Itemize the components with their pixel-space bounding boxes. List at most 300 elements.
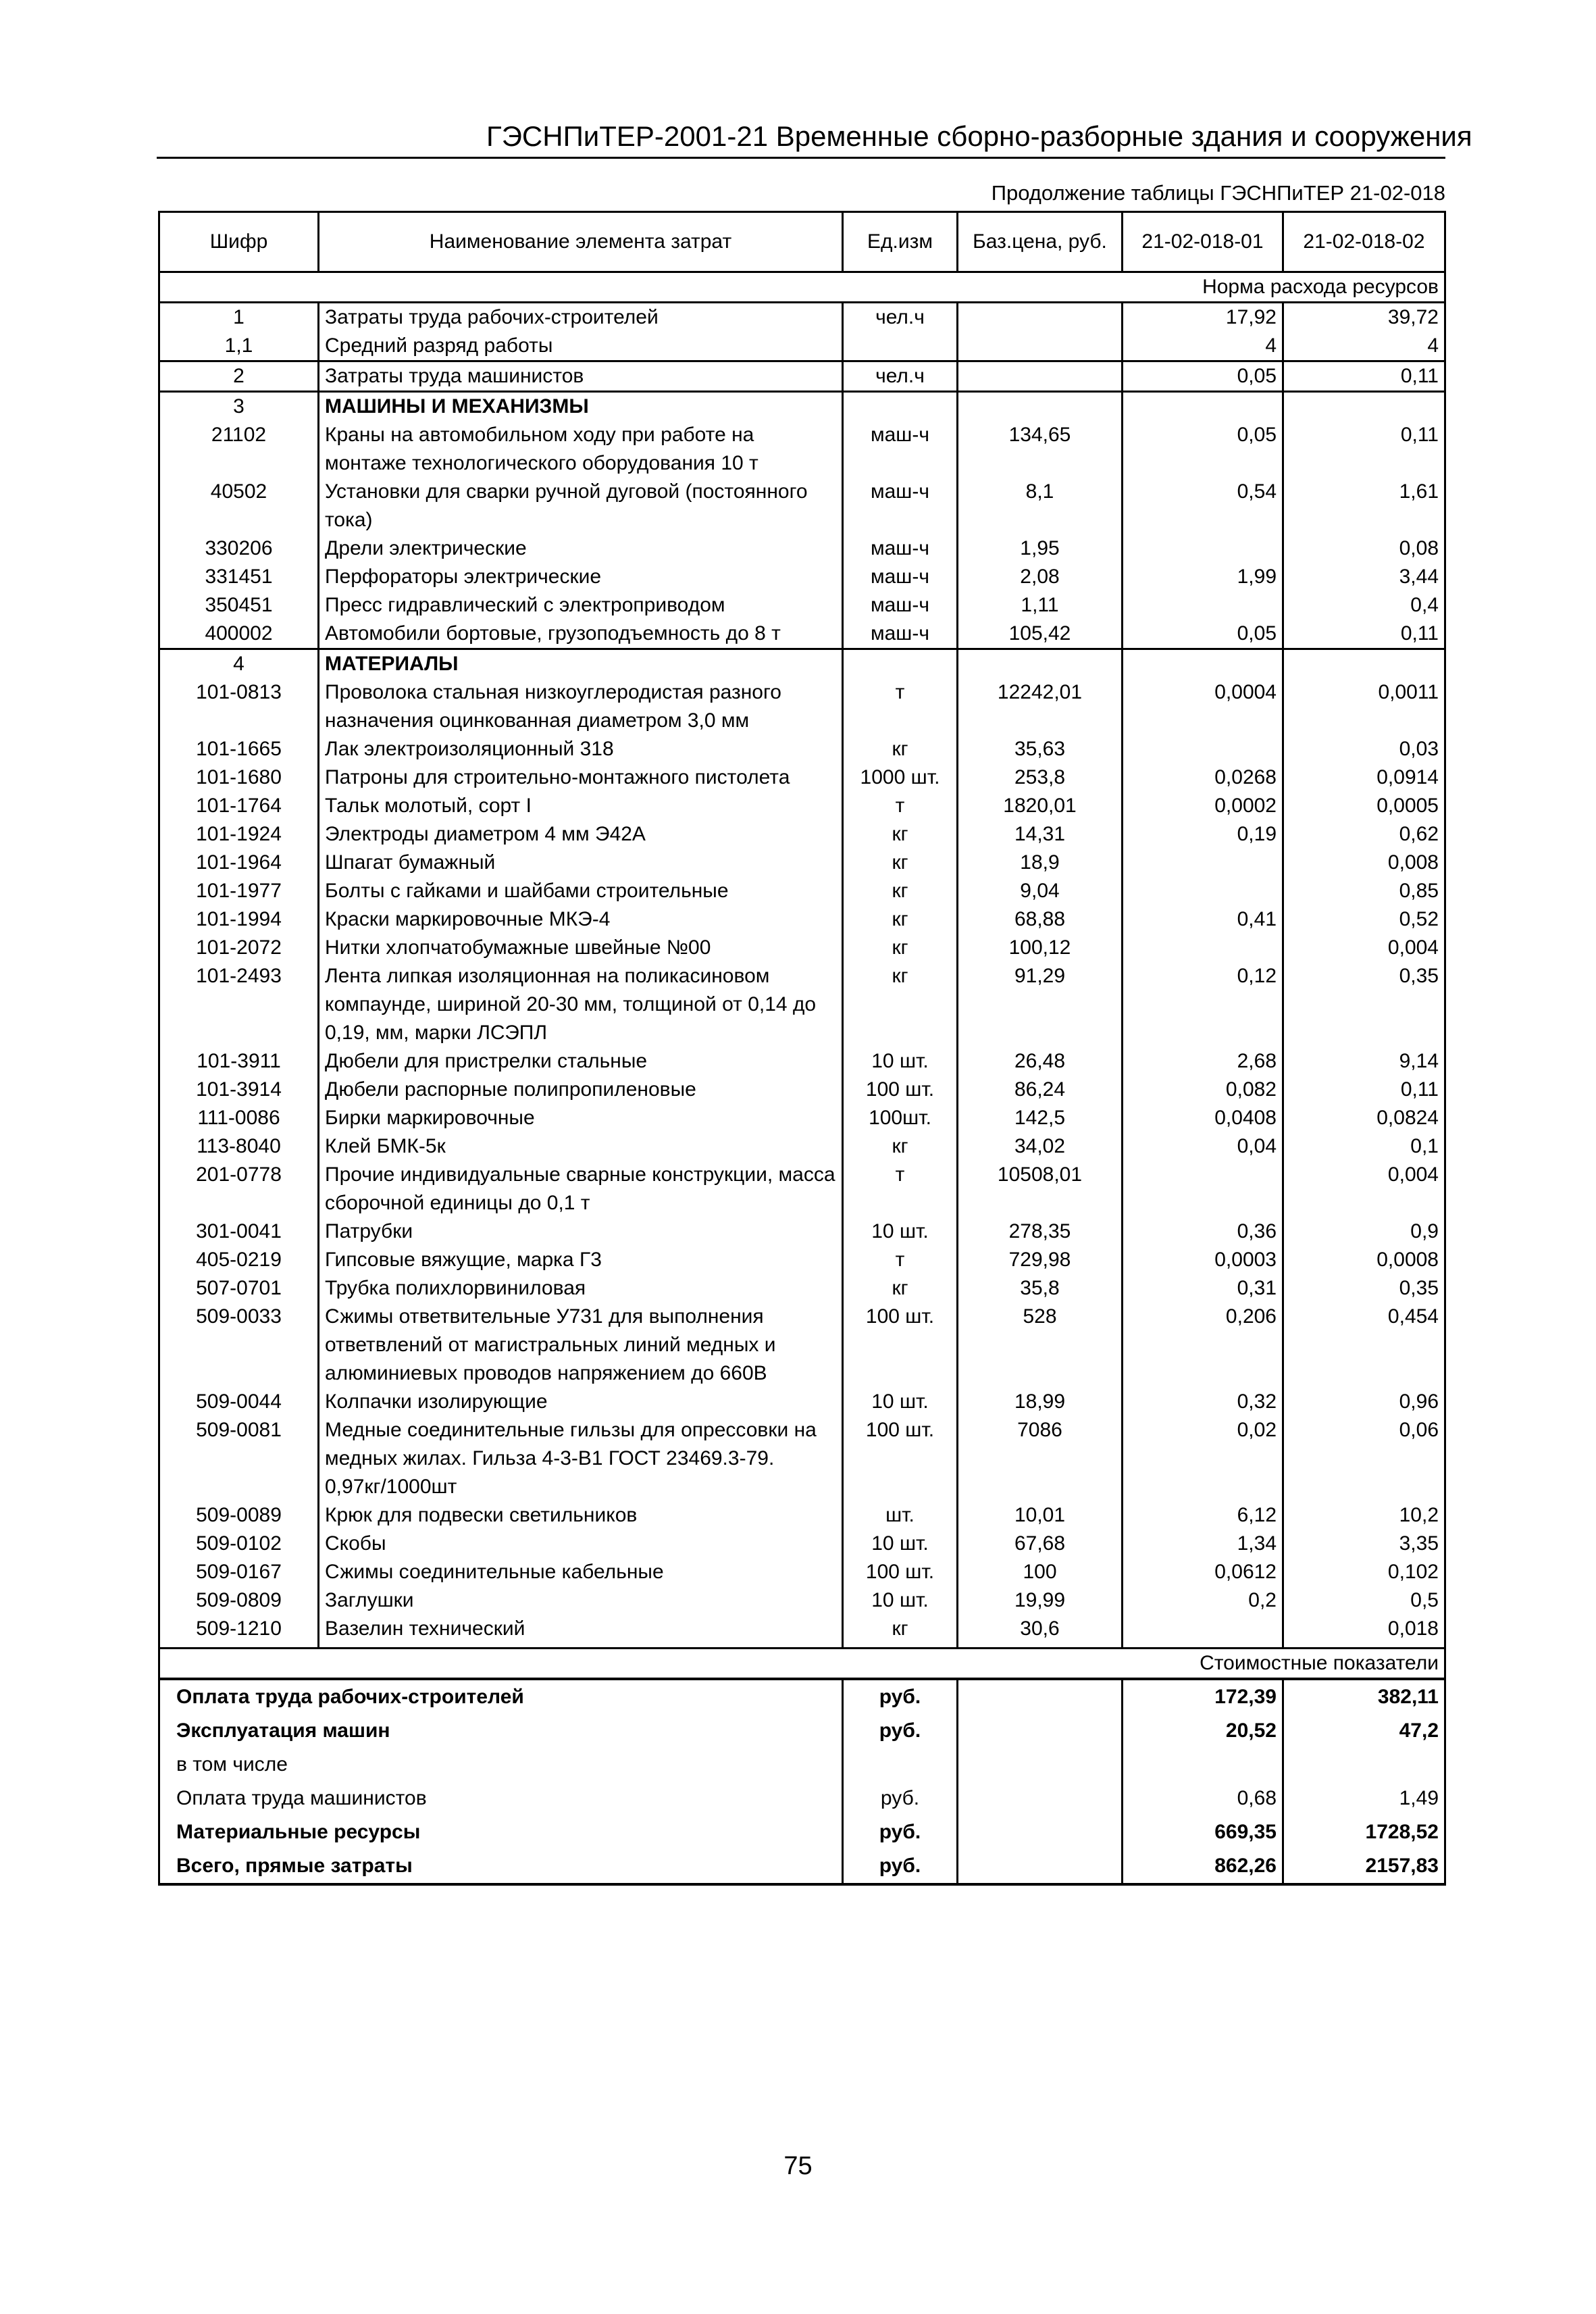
empty-cell xyxy=(1123,649,1283,679)
table-body xyxy=(159,272,1445,1885)
row-name: Патрубки xyxy=(319,1217,843,1246)
row-norm-02: 3,44 xyxy=(1283,563,1445,591)
summary-unit: руб. xyxy=(843,1849,958,1884)
summary-label: Материальные ресурсы xyxy=(159,1815,843,1849)
row-code: 101-3914 xyxy=(159,1076,319,1104)
empty-cell xyxy=(843,649,958,679)
row-name: Тальк молотый, сорт I xyxy=(319,792,843,820)
spacer-cell xyxy=(1123,1643,1283,1649)
table-header-row xyxy=(159,212,1445,272)
table-row xyxy=(159,478,1445,534)
row-norm-02: 0,5 xyxy=(1283,1586,1445,1615)
table-row xyxy=(159,763,1445,792)
row-unit: маш-ч xyxy=(843,620,958,649)
row-base-price: 100 xyxy=(958,1558,1123,1586)
row-norm-02: 1,61 xyxy=(1283,478,1445,534)
row-base-price: 19,99 xyxy=(958,1586,1123,1615)
spacer-cell xyxy=(159,1643,319,1649)
row-name: Патроны для строительно-монтажного пистолета xyxy=(319,763,843,792)
row-code: 331451 xyxy=(159,563,319,591)
row-code: 1 xyxy=(159,303,319,332)
spacer-cell xyxy=(1283,1643,1445,1649)
row-code: 111-0086 xyxy=(159,1104,319,1132)
summary-row xyxy=(159,1815,1445,1849)
table-row xyxy=(159,1530,1445,1558)
row-code: 101-1924 xyxy=(159,820,319,849)
row-unit: кг xyxy=(843,905,958,934)
table-row xyxy=(159,849,1445,877)
row-norm-01: 1,34 xyxy=(1123,1530,1283,1558)
row-name: Пресс гидравлический с электроприводом xyxy=(319,591,843,620)
row-norm-01 xyxy=(1123,877,1283,905)
row-code: 330206 xyxy=(159,534,319,563)
row-norm-02: 39,72 xyxy=(1283,303,1445,332)
row-base-price: 253,8 xyxy=(958,763,1123,792)
table-row xyxy=(159,1076,1445,1104)
row-norm-02: 0,96 xyxy=(1283,1388,1445,1416)
summary-empty xyxy=(958,1815,1123,1849)
row-norm-02: 0,004 xyxy=(1283,1161,1445,1217)
row-code: 509-1210 xyxy=(159,1615,319,1643)
row-base-price: 30,6 xyxy=(958,1615,1123,1643)
row-norm-01: 0,41 xyxy=(1123,905,1283,934)
row-norm-02: 0,35 xyxy=(1283,962,1445,1047)
summary-label: Эксплуатация машин xyxy=(159,1714,843,1748)
row-unit: 100 шт. xyxy=(843,1558,958,1586)
table-row xyxy=(159,905,1445,934)
row-norm-02: 0,018 xyxy=(1283,1615,1445,1643)
column-header-name: Наименование элемента затрат xyxy=(319,212,843,272)
summary-unit xyxy=(843,1748,958,1782)
row-unit: кг xyxy=(843,962,958,1047)
row-unit xyxy=(843,332,958,361)
row-norm-01: 2,68 xyxy=(1123,1047,1283,1076)
row-code: 509-0044 xyxy=(159,1388,319,1416)
row-unit: т xyxy=(843,678,958,735)
row-code: 1,1 xyxy=(159,332,319,361)
row-unit: маш-ч xyxy=(843,478,958,534)
section-heading-row xyxy=(159,649,1445,679)
table-row xyxy=(159,563,1445,591)
row-norm-02: 0,52 xyxy=(1283,905,1445,934)
section-number: 4 xyxy=(159,649,319,679)
column-header-price: Баз.цена, руб. xyxy=(958,212,1123,272)
spacer-cell xyxy=(958,1643,1123,1649)
document-header-title: ГЭСНПиТЕР-2001-21 Временные сборно-разборные здания и сооружения xyxy=(486,120,1472,152)
row-name: Заглушки xyxy=(319,1586,843,1615)
spacer-cell xyxy=(843,1643,958,1649)
empty-cell xyxy=(958,649,1123,679)
empty-cell xyxy=(1283,392,1445,422)
row-unit: 10 шт. xyxy=(843,1586,958,1615)
row-unit: чел.ч xyxy=(843,303,958,332)
row-norm-01: 0,04 xyxy=(1123,1132,1283,1161)
summary-row xyxy=(159,1714,1445,1748)
cost-banner xyxy=(159,1649,1445,1680)
spacer-cell xyxy=(319,1643,843,1649)
row-norm-01: 0,05 xyxy=(1123,620,1283,649)
summary-empty xyxy=(958,1849,1123,1884)
table-caption: Продолжение таблицы ГЭСНПиТЕР 21-02-018 xyxy=(991,181,1445,205)
row-name: Затраты труда машинистов xyxy=(319,361,843,392)
row-norm-01 xyxy=(1123,934,1283,962)
row-name: Перфораторы электрические xyxy=(319,563,843,591)
empty-cell xyxy=(843,392,958,422)
row-base-price: 9,04 xyxy=(958,877,1123,905)
summary-empty xyxy=(958,1714,1123,1748)
summary-row xyxy=(159,1679,1445,1714)
row-code: 40502 xyxy=(159,478,319,534)
row-name: Медные соединительные гильзы для опрессовки на медных жилах. Гильза 4-3-В1 ГОСТ 23469.3-79. 0,97кг/1000шт xyxy=(319,1416,843,1501)
row-code: 101-2072 xyxy=(159,934,319,962)
row-name: Болты с гайками и шайбами строительные xyxy=(319,877,843,905)
row-code: 101-1665 xyxy=(159,735,319,763)
row-code: 509-0102 xyxy=(159,1530,319,1558)
summary-row xyxy=(159,1849,1445,1884)
row-norm-01: 0,36 xyxy=(1123,1217,1283,1246)
row-unit: кг xyxy=(843,1132,958,1161)
row-unit: кг xyxy=(843,735,958,763)
table-row xyxy=(159,1586,1445,1615)
section-heading-row xyxy=(159,392,1445,422)
row-base-price: 1820,01 xyxy=(958,792,1123,820)
row-name: Дрели электрические xyxy=(319,534,843,563)
row-unit: 10 шт. xyxy=(843,1217,958,1246)
table-row xyxy=(159,1246,1445,1274)
row-norm-01: 0,0003 xyxy=(1123,1246,1283,1274)
row-base-price: 10508,01 xyxy=(958,1161,1123,1217)
summary-value-02: 47,2 xyxy=(1283,1714,1445,1748)
row-base-price: 91,29 xyxy=(958,962,1123,1047)
row-code: 101-1994 xyxy=(159,905,319,934)
row-norm-01: 4 xyxy=(1123,332,1283,361)
table-row xyxy=(159,1274,1445,1303)
row-norm-02: 0,11 xyxy=(1283,361,1445,392)
row-unit: кг xyxy=(843,1274,958,1303)
row-norm-02: 0,08 xyxy=(1283,534,1445,563)
column-header-norm-01: 21-02-018-01 xyxy=(1123,212,1283,272)
row-norm-02: 0,0005 xyxy=(1283,792,1445,820)
row-unit: маш-ч xyxy=(843,563,958,591)
row-norm-01 xyxy=(1123,735,1283,763)
column-header-code: Шифр xyxy=(159,212,319,272)
row-base-price: 35,63 xyxy=(958,735,1123,763)
row-base-price: 26,48 xyxy=(958,1047,1123,1076)
empty-cell xyxy=(958,392,1123,422)
section-number: 3 xyxy=(159,392,319,422)
table-row xyxy=(159,678,1445,735)
row-code: 507-0701 xyxy=(159,1274,319,1303)
summary-value-02: 1728,52 xyxy=(1283,1815,1445,1849)
row-norm-02: 0,0824 xyxy=(1283,1104,1445,1132)
row-unit: 100 шт. xyxy=(843,1303,958,1388)
table-row xyxy=(159,877,1445,905)
row-norm-02: 0,102 xyxy=(1283,1558,1445,1586)
summary-value-02: 1,49 xyxy=(1283,1782,1445,1815)
row-name: Колпачки изолирующие xyxy=(319,1388,843,1416)
row-base-price: 86,24 xyxy=(958,1076,1123,1104)
row-norm-02: 0,004 xyxy=(1283,934,1445,962)
row-norm-02: 10,2 xyxy=(1283,1501,1445,1530)
row-unit: кг xyxy=(843,877,958,905)
row-base-price: 142,5 xyxy=(958,1104,1123,1132)
row-base-price: 278,35 xyxy=(958,1217,1123,1246)
row-code: 509-0167 xyxy=(159,1558,319,1586)
summary-value-01: 172,39 xyxy=(1123,1679,1283,1714)
table-row xyxy=(159,1303,1445,1388)
row-norm-01: 0,54 xyxy=(1123,478,1283,534)
norm-banner xyxy=(159,272,1445,303)
row-base-price: 729,98 xyxy=(958,1246,1123,1274)
row-norm-01: 0,0408 xyxy=(1123,1104,1283,1132)
summary-empty xyxy=(958,1782,1123,1815)
column-header-norm-02: 21-02-018-02 xyxy=(1283,212,1445,272)
row-base-price: 68,88 xyxy=(958,905,1123,934)
row-norm-02: 0,62 xyxy=(1283,820,1445,849)
row-base-price: 8,1 xyxy=(958,478,1123,534)
row-code: 101-3911 xyxy=(159,1047,319,1076)
row-unit: 100 шт. xyxy=(843,1416,958,1501)
row-base-price: 2,08 xyxy=(958,563,1123,591)
row-name: Скобы xyxy=(319,1530,843,1558)
row-norm-02: 0,0011 xyxy=(1283,678,1445,735)
row-base-price: 18,9 xyxy=(958,849,1123,877)
row-unit: т xyxy=(843,1161,958,1217)
table-row xyxy=(159,1132,1445,1161)
row-norm-01: 0,206 xyxy=(1123,1303,1283,1388)
row-norm-01 xyxy=(1123,1615,1283,1643)
row-norm-02: 0,11 xyxy=(1283,620,1445,649)
row-norm-01: 0,0268 xyxy=(1123,763,1283,792)
row-base-price: 14,31 xyxy=(958,820,1123,849)
row-name: Дюбели для пристрелки стальные xyxy=(319,1047,843,1076)
row-name: Клей БМК-5к xyxy=(319,1132,843,1161)
table-row xyxy=(159,1388,1445,1416)
row-code: 101-2493 xyxy=(159,962,319,1047)
table-row xyxy=(159,1161,1445,1217)
row-base-price: 1,11 xyxy=(958,591,1123,620)
row-unit: кг xyxy=(843,1615,958,1643)
row-code: 101-1764 xyxy=(159,792,319,820)
row-unit: 100 шт. xyxy=(843,1076,958,1104)
row-base-price: 528 xyxy=(958,1303,1123,1388)
table-row xyxy=(159,620,1445,649)
row-base-price: 18,99 xyxy=(958,1388,1123,1416)
row-norm-02: 0,11 xyxy=(1283,421,1445,478)
row-norm-01: 0,2 xyxy=(1123,1586,1283,1615)
section-title: МАТЕРИАЛЫ xyxy=(319,649,843,679)
row-name: Вазелин технический xyxy=(319,1615,843,1643)
row-unit: маш-ч xyxy=(843,421,958,478)
summary-value-01: 0,68 xyxy=(1123,1782,1283,1815)
row-base-price: 67,68 xyxy=(958,1530,1123,1558)
row-unit: 10 шт. xyxy=(843,1047,958,1076)
summary-value-02 xyxy=(1283,1748,1445,1782)
summary-label: Оплата труда машинистов xyxy=(159,1782,843,1815)
row-norm-01: 0,12 xyxy=(1123,962,1283,1047)
row-name: Крюк для подвески светильников xyxy=(319,1501,843,1530)
summary-row xyxy=(159,1782,1445,1815)
header-rule xyxy=(157,157,1445,159)
row-norm-01: 0,0002 xyxy=(1123,792,1283,820)
summary-unit: руб. xyxy=(843,1714,958,1748)
row-base-price: 10,01 xyxy=(958,1501,1123,1530)
table-row xyxy=(159,1501,1445,1530)
table-row xyxy=(159,1558,1445,1586)
row-unit: 10 шт. xyxy=(843,1388,958,1416)
row-base-price: 134,65 xyxy=(958,421,1123,478)
row-norm-02: 0,454 xyxy=(1283,1303,1445,1388)
spacer-row xyxy=(159,1643,1445,1649)
row-norm-02: 0,03 xyxy=(1283,735,1445,763)
row-code: 101-1680 xyxy=(159,763,319,792)
row-base-price: 1,95 xyxy=(958,534,1123,563)
summary-value-01: 862,26 xyxy=(1123,1849,1283,1884)
row-base-price xyxy=(958,361,1123,392)
row-norm-01 xyxy=(1123,534,1283,563)
table-row xyxy=(159,792,1445,820)
row-code: 400002 xyxy=(159,620,319,649)
row-code: 509-0033 xyxy=(159,1303,319,1388)
table-row xyxy=(159,534,1445,563)
table-row xyxy=(159,1047,1445,1076)
cost-banner-text: Стоимостные показатели xyxy=(159,1649,1445,1680)
row-unit: 100шт. xyxy=(843,1104,958,1132)
row-base-price xyxy=(958,303,1123,332)
row-norm-01: 0,05 xyxy=(1123,361,1283,392)
row-norm-01 xyxy=(1123,591,1283,620)
table-row xyxy=(159,934,1445,962)
summary-empty xyxy=(958,1748,1123,1782)
row-norm-02: 0,35 xyxy=(1283,1274,1445,1303)
row-norm-02: 0,1 xyxy=(1283,1132,1445,1161)
row-name: Автомобили бортовые, грузоподъемность до 8 т xyxy=(319,620,843,649)
row-norm-02: 0,4 xyxy=(1283,591,1445,620)
table-row xyxy=(159,820,1445,849)
summary-label: в том числе xyxy=(159,1748,843,1782)
row-unit: чел.ч xyxy=(843,361,958,392)
row-base-price: 34,02 xyxy=(958,1132,1123,1161)
row-code: 509-0809 xyxy=(159,1586,319,1615)
row-norm-02: 9,14 xyxy=(1283,1047,1445,1076)
empty-cell xyxy=(1283,649,1445,679)
row-code: 509-0081 xyxy=(159,1416,319,1501)
table-row xyxy=(159,332,1445,361)
row-norm-01 xyxy=(1123,849,1283,877)
row-name: Краски маркировочные МКЭ-4 xyxy=(319,905,843,934)
row-code: 101-0813 xyxy=(159,678,319,735)
row-unit: кг xyxy=(843,849,958,877)
row-norm-01: 0,02 xyxy=(1123,1416,1283,1501)
row-base-price: 100,12 xyxy=(958,934,1123,962)
summary-value-01 xyxy=(1123,1748,1283,1782)
table-row xyxy=(159,962,1445,1047)
row-norm-02: 0,9 xyxy=(1283,1217,1445,1246)
row-norm-01: 0,0612 xyxy=(1123,1558,1283,1586)
row-name: Нитки хлопчатобумажные швейные №00 xyxy=(319,934,843,962)
row-norm-02: 0,85 xyxy=(1283,877,1445,905)
norm-banner-text: Норма расхода ресурсов xyxy=(159,272,1445,303)
row-unit: т xyxy=(843,792,958,820)
row-code: 201-0778 xyxy=(159,1161,319,1217)
row-name: Затраты труда рабочих-строителей xyxy=(319,303,843,332)
summary-row xyxy=(159,1748,1445,1782)
column-header-unit: Ед.изм xyxy=(843,212,958,272)
row-base-price: 35,8 xyxy=(958,1274,1123,1303)
row-base-price: 105,42 xyxy=(958,620,1123,649)
summary-value-01: 669,35 xyxy=(1123,1815,1283,1849)
summary-unit: руб. xyxy=(843,1782,958,1815)
row-unit: 10 шт. xyxy=(843,1530,958,1558)
row-base-price: 12242,01 xyxy=(958,678,1123,735)
row-norm-01: 0,05 xyxy=(1123,421,1283,478)
row-code: 113-8040 xyxy=(159,1132,319,1161)
row-unit: шт. xyxy=(843,1501,958,1530)
row-norm-02: 0,0914 xyxy=(1283,763,1445,792)
row-name: Бирки маркировочные xyxy=(319,1104,843,1132)
row-norm-02: 0,0008 xyxy=(1283,1246,1445,1274)
resource-table xyxy=(158,211,1446,1886)
empty-cell xyxy=(1123,392,1283,422)
row-code: 101-1964 xyxy=(159,849,319,877)
row-norm-01: 0,19 xyxy=(1123,820,1283,849)
row-code: 301-0041 xyxy=(159,1217,319,1246)
row-name: Дюбели распорные полипропиленовые xyxy=(319,1076,843,1104)
table-row xyxy=(159,1104,1445,1132)
row-unit: кг xyxy=(843,820,958,849)
row-norm-02: 0,008 xyxy=(1283,849,1445,877)
row-name: Гипсовые вяжущие, марка Г3 xyxy=(319,1246,843,1274)
row-name: Электроды диаметром 4 мм Э42А xyxy=(319,820,843,849)
row-name: Проволока стальная низкоуглеродистая разного назначения оцинкованная диаметром 3,0 мм xyxy=(319,678,843,735)
table-row xyxy=(159,421,1445,478)
row-name: Установки для сварки ручной дуговой (постоянного тока) xyxy=(319,478,843,534)
summary-empty xyxy=(958,1679,1123,1714)
row-base-price: 7086 xyxy=(958,1416,1123,1501)
row-norm-02: 4 xyxy=(1283,332,1445,361)
summary-value-02: 2157,83 xyxy=(1283,1849,1445,1884)
table-row xyxy=(159,1416,1445,1501)
row-norm-01: 0,31 xyxy=(1123,1274,1283,1303)
row-norm-01: 17,92 xyxy=(1123,303,1283,332)
summary-value-02: 382,11 xyxy=(1283,1679,1445,1714)
row-base-price xyxy=(958,332,1123,361)
row-norm-01: 0,32 xyxy=(1123,1388,1283,1416)
row-norm-01 xyxy=(1123,1161,1283,1217)
row-norm-02: 0,11 xyxy=(1283,1076,1445,1104)
summary-unit: руб. xyxy=(843,1815,958,1849)
summary-unit: руб. xyxy=(843,1679,958,1714)
row-name: Средний разряд работы xyxy=(319,332,843,361)
row-norm-01: 0,0004 xyxy=(1123,678,1283,735)
row-norm-01: 0,082 xyxy=(1123,1076,1283,1104)
table-row xyxy=(159,1615,1445,1643)
row-name: Лента липкая изоляционная на поликасиновом компаунде, шириной 20-30 мм, толщиной от 0,14 до 0,19, мм, марки ЛСЭПЛ xyxy=(319,962,843,1047)
row-norm-02: 3,35 xyxy=(1283,1530,1445,1558)
summary-label: Всего, прямые затраты xyxy=(159,1849,843,1884)
table-row xyxy=(159,1217,1445,1246)
row-code: 350451 xyxy=(159,591,319,620)
section-title: МАШИНЫ И МЕХАНИЗМЫ xyxy=(319,392,843,422)
row-code: 405-0219 xyxy=(159,1246,319,1274)
page-number: 75 xyxy=(783,2152,813,2180)
row-code: 509-0089 xyxy=(159,1501,319,1530)
summary-value-01: 20,52 xyxy=(1123,1714,1283,1748)
table-row xyxy=(159,303,1445,332)
row-name: Шпагат бумажный xyxy=(319,849,843,877)
row-unit: маш-ч xyxy=(843,591,958,620)
row-code: 101-1977 xyxy=(159,877,319,905)
